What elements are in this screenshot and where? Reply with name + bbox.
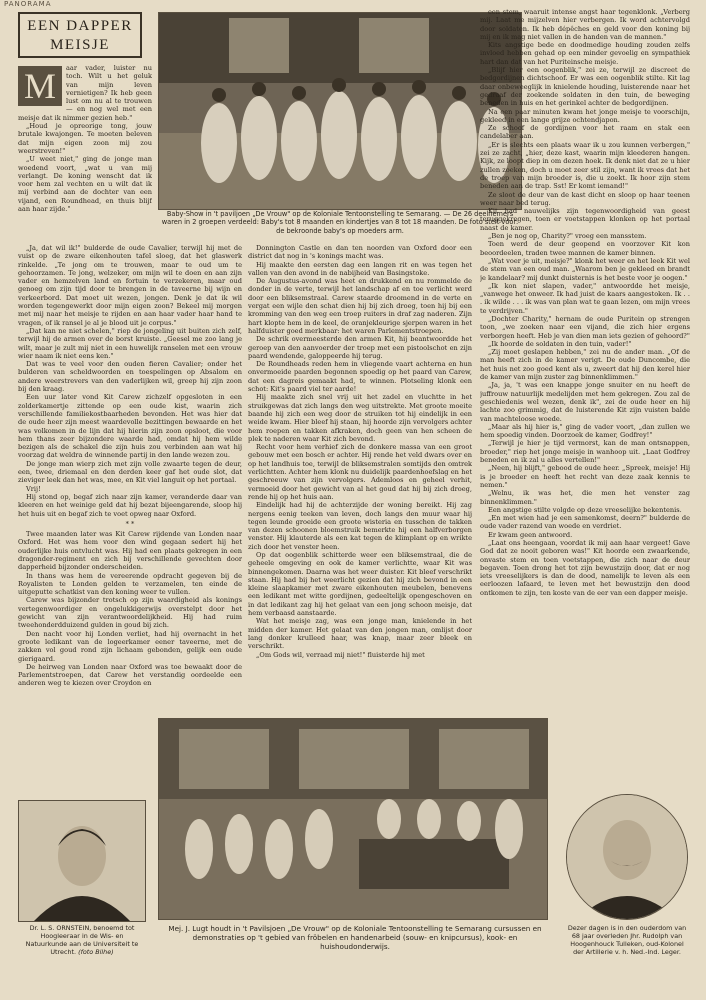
- col3-p11: „Ik kon niet slapen, vader," antwoordde het meisje, „vanwege het onweer. Ik had juist de kaars aangestoken. Ik . . . ik wilde . . . ik was van plan wat te gaan lezen, om mijn vrees te verdrijven.": [480, 281, 690, 315]
- col3-p10: „Wat voer je uit, meisje?" klonk het weer en het leek Kit wel de stem van een oud man. „Waarom ben je gekleed en brandt je kandelaar? mij dunkt duisternis is het beste voor je oogen.": [480, 256, 690, 282]
- classroom-photo-graphic: [159, 719, 547, 919]
- col3-p18: „Neen, hij blijft," gebood de oude heer. „Spreek, meisje! Hij is je broeder en heeft het recht van deze zaak kennis te nemen.": [480, 464, 690, 489]
- col1-after-p1: In thans was hem de vereerende opdracht gegeven bij de Royalisten te Londen gelden te verzamelen, ten einde de uitgeputte schatkist van den koning weer te vullen.: [18, 571, 242, 597]
- col3-p0: een stem, waaruit intense angst haar tegenklonk. „Verberg mij. Laat me mijzelven hier verbergen. Ik word achtervolgd door soldaten. Ik heb dépêches en geld voor den koning bij mij en ik mag niet vallen in de handen van de mannen.": [480, 8, 690, 41]
- col3-p20: Een angstige stilte volgde op deze vreeselijke bekentenis.: [488, 505, 682, 514]
- classroom-caption: Mej. J. Lugt houdt in 't Pavilsjoen „De Vrouw" op de Koloniale Tentoonstelling te Semarang cursussen en demonstraties op 't gebied van fröbelen en handenarbeid (souw- en knipcursus), kook- en huishoudonderwijs.: [168, 924, 542, 952]
- baby-show-photo: [158, 12, 522, 210]
- dropcap-m: M: [18, 66, 62, 106]
- col3-p16: „Maar als hij hier is," ging de vader voort, „dan zullen we hem spoedig vinden. Doorzoek de kamer, Godfrey!": [480, 422, 690, 440]
- col3-p13: „Ik hoorde de soldaten in den tuin, vader!": [488, 339, 632, 348]
- col3-p6: Ze sloot de deur van de kast dicht en sloop op haar teenen weer naar bed terug.: [480, 190, 690, 207]
- ornstein-photo-credit: (foto Bilhe): [78, 948, 114, 956]
- column-1-top: [18, 64, 152, 242]
- col3-p23: „Laat ons heengaan, voordat ik mij aan haar vergeet! Gave God dat ze nooit geboren was!" Kit hoorde een zwaarkende, onvaste stem en toen voetstappen, die zich naar de deur begaven. Toen drong het tot zijn bewustzijn door, dat er nog iets vreeselijkers is dan de dood, namelijk te leven als een eerloozen lafaard, te leven met het bewustzijn den dood ontkomen te zijn, ten koste van de eer van een dapper meisje.: [480, 539, 690, 597]
- col2-p3: De schrik overmeesterde den armen Kit, hij beantwoordde het geroep van den aanvoerder der troep met een pistoolschot en zijn paard wendende, galoppeerde hij terug.: [248, 335, 472, 360]
- col2-p9: Wat het meisje zag, was een jonge man, knielende in het midden der kamer. Het gelaat van den jongen man, omlijst door lang donker krulleed haar, was knap, maar zeer bleek en verschrikt.: [248, 617, 472, 651]
- baby-show-caption: Baby-Show in 't paviljoen „De Vrouw" op de Koloniale Tentoonstelling te Semarang. — De 26 deelnemers waren in 2 groepen verdeeld: Baby's tot 8 maanden en kindertjes van 8 tot 18 maanden. De foto stelt voor: de bekroonde baby's op moeders arm.: [161, 210, 519, 235]
- col1-p5: Vrij!: [26, 484, 41, 493]
- col3-p12: „Dochter Charity," hernam de oude Puritein op strengen toon, „we zoeken naar een vijand, die zich hier ergens verborgen heeft. Heb je van dien man iets gezien of gehoord?": [480, 314, 690, 340]
- col1-top-p2: „U weet niet," ging de jonge man woedend voort, „wat u van mij verlangt. De koning wenscht dat ik voor hem zal vechten en u wilt dat ik mij verbind aan de dochter van een vijand, een Roundhead, en thuis blijf aan haar zijde.": [18, 155, 152, 214]
- col1-p3: Een uur later vond Kit Carew zichzelf opgesloten in een zolderkamertje zittende op een oude kist, waarin zich verschillende familiekostbaarheden bevonden. Het was hier dat de oude heer zijn meest waardevolle bezittingen bewaarde en het was volkomen in de lijn dat hij hierin zijn zoon opsloot, die voor hem thans zeer bijzondere waarde had, omdat hij hem wilde bezigen als de schakel die zijn huis zou verbinden aan wat hij voorzag dat weldra de winnende partij in den lande wezen zou.: [18, 393, 242, 460]
- col3-p2: „Blijf hier een oogenblik," zei ze, terwijl ze discreet de bedgordijnen dichtschoof. Er was een oogenblik stilte. Kit lag daar onbeweeglijk in knielende houding, luisterende naar het gedraaf der zoekende soldaten in den tuin, de beweging beneden in huis en het gerinkel achter de bedgordijnen.: [480, 66, 690, 108]
- col3-p4: Ze schoof de gordijnen voor het raam en stak een candelaber aan.: [480, 124, 690, 141]
- col1-p0: „Ja, dat wil ik!" bulderde de oude Cavalier, terwijl hij met de vuist op de zware eikenhouten tafel sloeg, dat het glaswerk rinkelde. „Te jong om te trouwen, maar te oud um te gehoorzamen. Te jong, welzeker, om mijn wil te doen en aan zijn vader en hemzelven land en fortuin te verzekeren, maar oud genoeg om zijn tijd door te brengen in de taveerne bij wijn en verkeerbord. Dat moet uit wezen, jongen. Denk je dat ik wil worden tegengewerkt door mijn eigen zoon? Bekeel mij morgen met mij naar het meisje te rijden en aan haar vader haar hand te vragen, of ik ransel je al je blood uit je corpus.": [18, 244, 242, 327]
- col1-p6: Hij stond op, begaf zich naar zijn kamer, veranderde daar van kleeren en het weinige geld dat hij bezat bijeengarende, sloop hij het huis uit en begaf zich te voet opweg naar Oxford.: [18, 492, 242, 518]
- col3-p22: Er kwam geen antwoord.: [488, 530, 573, 539]
- col2-p2: De Augustus-avond was heet en drukkend en nu rommelde de donder in de verte, terwijl het landschap af en toe verlicht werd door een bliksemstraal. Carew staarde droomend in de verte en vergat een wijle den schat dien hij bij zich droeg, toen hij bij een kromming van den weg een troep ruiters in draf zag naderen. Zijn hart klopte hem in de keel, de oranjekleurige sjerpen waren in het halfduister goed merkbaar: het waren Parlementstroepen.: [248, 277, 472, 335]
- col1-p1: „Dat kan ne niet schelen," riep de jongeling uit buiten zich zelf, terwijl hij de armen over de borst kruiste. „Geesel me zoo lang je wilt, maar je zult mij niet in een huwelijk ranselen met een vrouw wier naam ik niet eens ken.": [18, 326, 242, 360]
- title-line-2: MEISJE: [50, 37, 110, 53]
- col1-after-p2: Carew was bijzonder trotsch op zijn waardigheid als konings vertegenwoordiger en ongelukkigerwijs overstelpt door het gewicht van zijn verantwoordelijkheid. Hij had ruim tweehonderdduizend gulden in goud bij zich.: [18, 596, 242, 630]
- col3-p8: „Ben je nog op, Charity?" vroeg een mansstem.: [488, 232, 647, 241]
- col3-p9: Toen werd de deur geopend en voorzover Kit kon beoordeelen, traden twee mannen de kamer binnen.: [480, 240, 690, 257]
- column-2: [248, 244, 472, 714]
- baby-show-photo-graphic: [159, 13, 521, 209]
- col2-p0: Donnington Castle en dan ten noorden van Oxford door een district dat nog in 's konings macht was.: [248, 244, 472, 261]
- running-head: PANORAMA: [4, 0, 52, 8]
- column-1: [18, 244, 242, 764]
- ornstein-portrait-graphic: [19, 801, 145, 921]
- title-line-1: EEN DAPPER: [27, 18, 133, 34]
- col2-p1: Hij maakte den eersten dag een langen rit en was tegen het vallen van den avond in de nabijheid van Basingstoke.: [248, 260, 472, 277]
- col3-p1: Kits angstige bede en doodmedige houding zouden zelfs invloed hebben gehad op een minder gevoelig en sympathiek hart dan dat van het Puriteinsche meisje.: [480, 41, 690, 66]
- col3-p14: „Zij moet geslapen hebben," zei nu de ander man. „Of de man heeft zich in de kamer verigt. De oude Duncombe, die het huis net zoo goed kent als u, zweert dat hij den kerel hier de kamer van mijn zuster zag binnenklimmen.": [480, 348, 690, 382]
- col2-p4: De Roundheads reden hem in vliegende vaart achterna en hun onvermoeide paarden begonnen spoedig op het paard van Carew, dat een dagreis gemaakt had, te winnen. Plotseling klonk een schot: Kit's paard viel ter aarde!: [248, 360, 472, 394]
- article-title: [18, 12, 142, 58]
- column-3: [480, 8, 690, 714]
- ornstein-portrait: [18, 800, 146, 922]
- tulleken-portrait: [566, 794, 688, 920]
- col1-after-p4: De heirweg van Londen naar Oxford was toe bewaakt door de Parlementstroepen, dat Carew het verstandig oordeelde een anderen weg te kiezen over Croydon en: [18, 662, 242, 688]
- classroom-photo: [158, 718, 548, 920]
- col3-p21: „En met wien had je een samenkomst, deern?" bulderde de oude vader razend van woede en verdriet.: [480, 514, 690, 531]
- col2-p10: „Om Gods wil, verraad mij niet!" fluisterde hij met: [256, 650, 425, 659]
- col1-after-p3: Den nacht voor hij Londen verliet, had hij overnacht in het groote ledikant van de logeerkamer eener taveerne, met de zakken vol goud rond zijn lichaam gebonden, gelijk een oude gierigaard.: [18, 629, 242, 663]
- ornstein-caption-text: Dr. L. S. ORNSTEIN, benoemd tot Hoogleeraar in de Wis- en Natuurkunde aan de Universiteit te Utrecht.: [25, 924, 139, 956]
- tulleken-portrait-graphic: [567, 795, 687, 919]
- col1-top-p0: aar vader, luister nu toch. Wilt u het geluk van mijn leven vernietigen? Ik heb geen lust om nu al te trouwen — en nog wel met een meisje dat ik nimmer gezien heb.": [18, 64, 152, 122]
- section-break: * *: [125, 519, 135, 528]
- col3-p15: „Ja, ja, 't was een knappe jonge snuiter en nu heeft de juffrouw natuurlijk medelijden met hem gekregen. Zou zal de geschiedenis wel wezen, denk ik", zei de oude heer en hij lachte zoo grimmig, dat de luisterende Kit zijn vuisten balde van machteloose woede.: [480, 381, 690, 423]
- col1-p4: De jonge man wierp zich met zijn volle zwaarte tegen de deur, een, twee, driemaal en den derden keer gaf het oude slot, dat zieviger leek dan het was, mee, en Kit viel languit op het portaal.: [18, 459, 242, 485]
- col3-p5: „Er is slechts een plaats waar ik u zou kunnen verbergen," zei ze zacht, „hier, deze kast, waarin mijn kleederen hangen. Kijk, ze loopt diep in om dezen hoek. Ik denk niet dat ze u hier zullen zoeken, doch u moet zeer stil zijn, want ik vrees dat het de troep van mijn broeder is, die u zoekt. Ik hoor zijn stem beneden aan de trap. Sst! Er komt iemand!": [480, 140, 690, 191]
- col2-p6: Recht voor hem verhief zich de donkere massa van een groot gebouw met een bosch er achter. Hij rende het veld dwars over en op het landhuis toe, terwijl de bliksemstralen somtijds den omtrek verlichtten. Achter hem klonk nu duidelijk paardenhoefslag en het geschreeuw van zijn vervolgers. Ademloos en geheel verhit, vermoeid door het gewicht van al het goud dat hij bij zich droeg, rende hij op het huis aan.: [248, 443, 472, 501]
- col3-p19: „Welnu, ik was het, die men het venster zag binnenklimmen.": [480, 489, 690, 506]
- col1-after-p0: Twee maanden later was Kit Carew rijdende van Londen naar Oxford. Het was hem voor den wind gegaan sedert hij het ouderlijke huis ontvlucht was. Hij had een plaats gekregen in een dragonder-regiment en zich bij verschillende gevechten door dapperheid bijzonder onderscheiden.: [18, 530, 242, 572]
- col2-p7: Eindelijk had hij de achterzijde der woning bereikt. Hij zag nergens eenig teeken van leven, doch langs den muur waar hij tegen leunde groeide een groote wisteria en tusschen de takken van dezen schoonen bloemstruik bemerkte hij een halfverborgen venster. Hij klauterde als een kat tegen de klimplant op en wrikte zich door het venster heen.: [248, 501, 472, 551]
- col2-p5: Hij maakte zich snel vrij uit het zadel en vluchtte in het struikgewas dat zich langs den weg uitstrekte. Met groote moeite baande hij zich een weg door de struiken tot hij eindelijk in een weide kwam. Hier bleef hij staan, hij hoorde zijn vervolgers achter hem roepen en takken afkraken, doch geen van hen scheen de plek te naderen waar Kit zich bevond.: [248, 393, 472, 443]
- col3-p3: Na een paar minuten kwam het jonge meisje te voorschijn, gekleed in een lange grijze ochtendjapon.: [480, 107, 690, 124]
- ornstein-caption: [20, 924, 144, 956]
- col1-top-p1: „Houd je opreorige tong, jouw brutale kwajongen. Te moeten beleven dat mijn eigen zoon mij zou weerstreven!": [18, 122, 152, 155]
- col2-p8: Op dat oogenblik schitterde weer een bliksemstraal, die de geheele omgeving en ook de kamer verlichtte, waar Kit was binnengekomen. Daarna was het weer duister. Kit bleef verschrikt staan. Hij had bij het weerlicht gezien dat hij zich bevond in een kleine slaapkamer met zware eikenhouten meubelen, benevens een ledikant met witte gordijnen, gedeeltelijk opengeschoven en in dat ledikant zag hij het gelaat van een jong schoon meisje, dat hem verbaasd aanstaarde.: [248, 550, 472, 618]
- col3-p17: „Terwijl je hier je tijd vermorst, kan de man ontsnappen, broeder," riep het jonge meisje in wanhoop uit. „Laat Godfrey beneden en ik zal u alles vertellen!": [480, 439, 690, 465]
- col3-p7: Kit had nauwelijks zijn tegenwoordigheid van geest teruggekregen, toen er voetstappen klonken op het portaal naast de kamer.: [480, 207, 690, 232]
- col1-p2: Dat was te veel voor den ouden fieren Cavalier; onder het bulderen van scheldwoorden en toespelingen op Absalom en andere weerstrevers van den vaderlijken wil, greep hij zijn zoon bij den kraag.: [18, 360, 242, 394]
- tulleken-caption: Dezer dagen is in den ouderdom van 68 jaar overleden Jhr. Rudolph van Hoogenhouck Tulleken, oud-Kolonel der Artillerie v. h. Ned.-Ind. Leger.: [567, 924, 687, 956]
